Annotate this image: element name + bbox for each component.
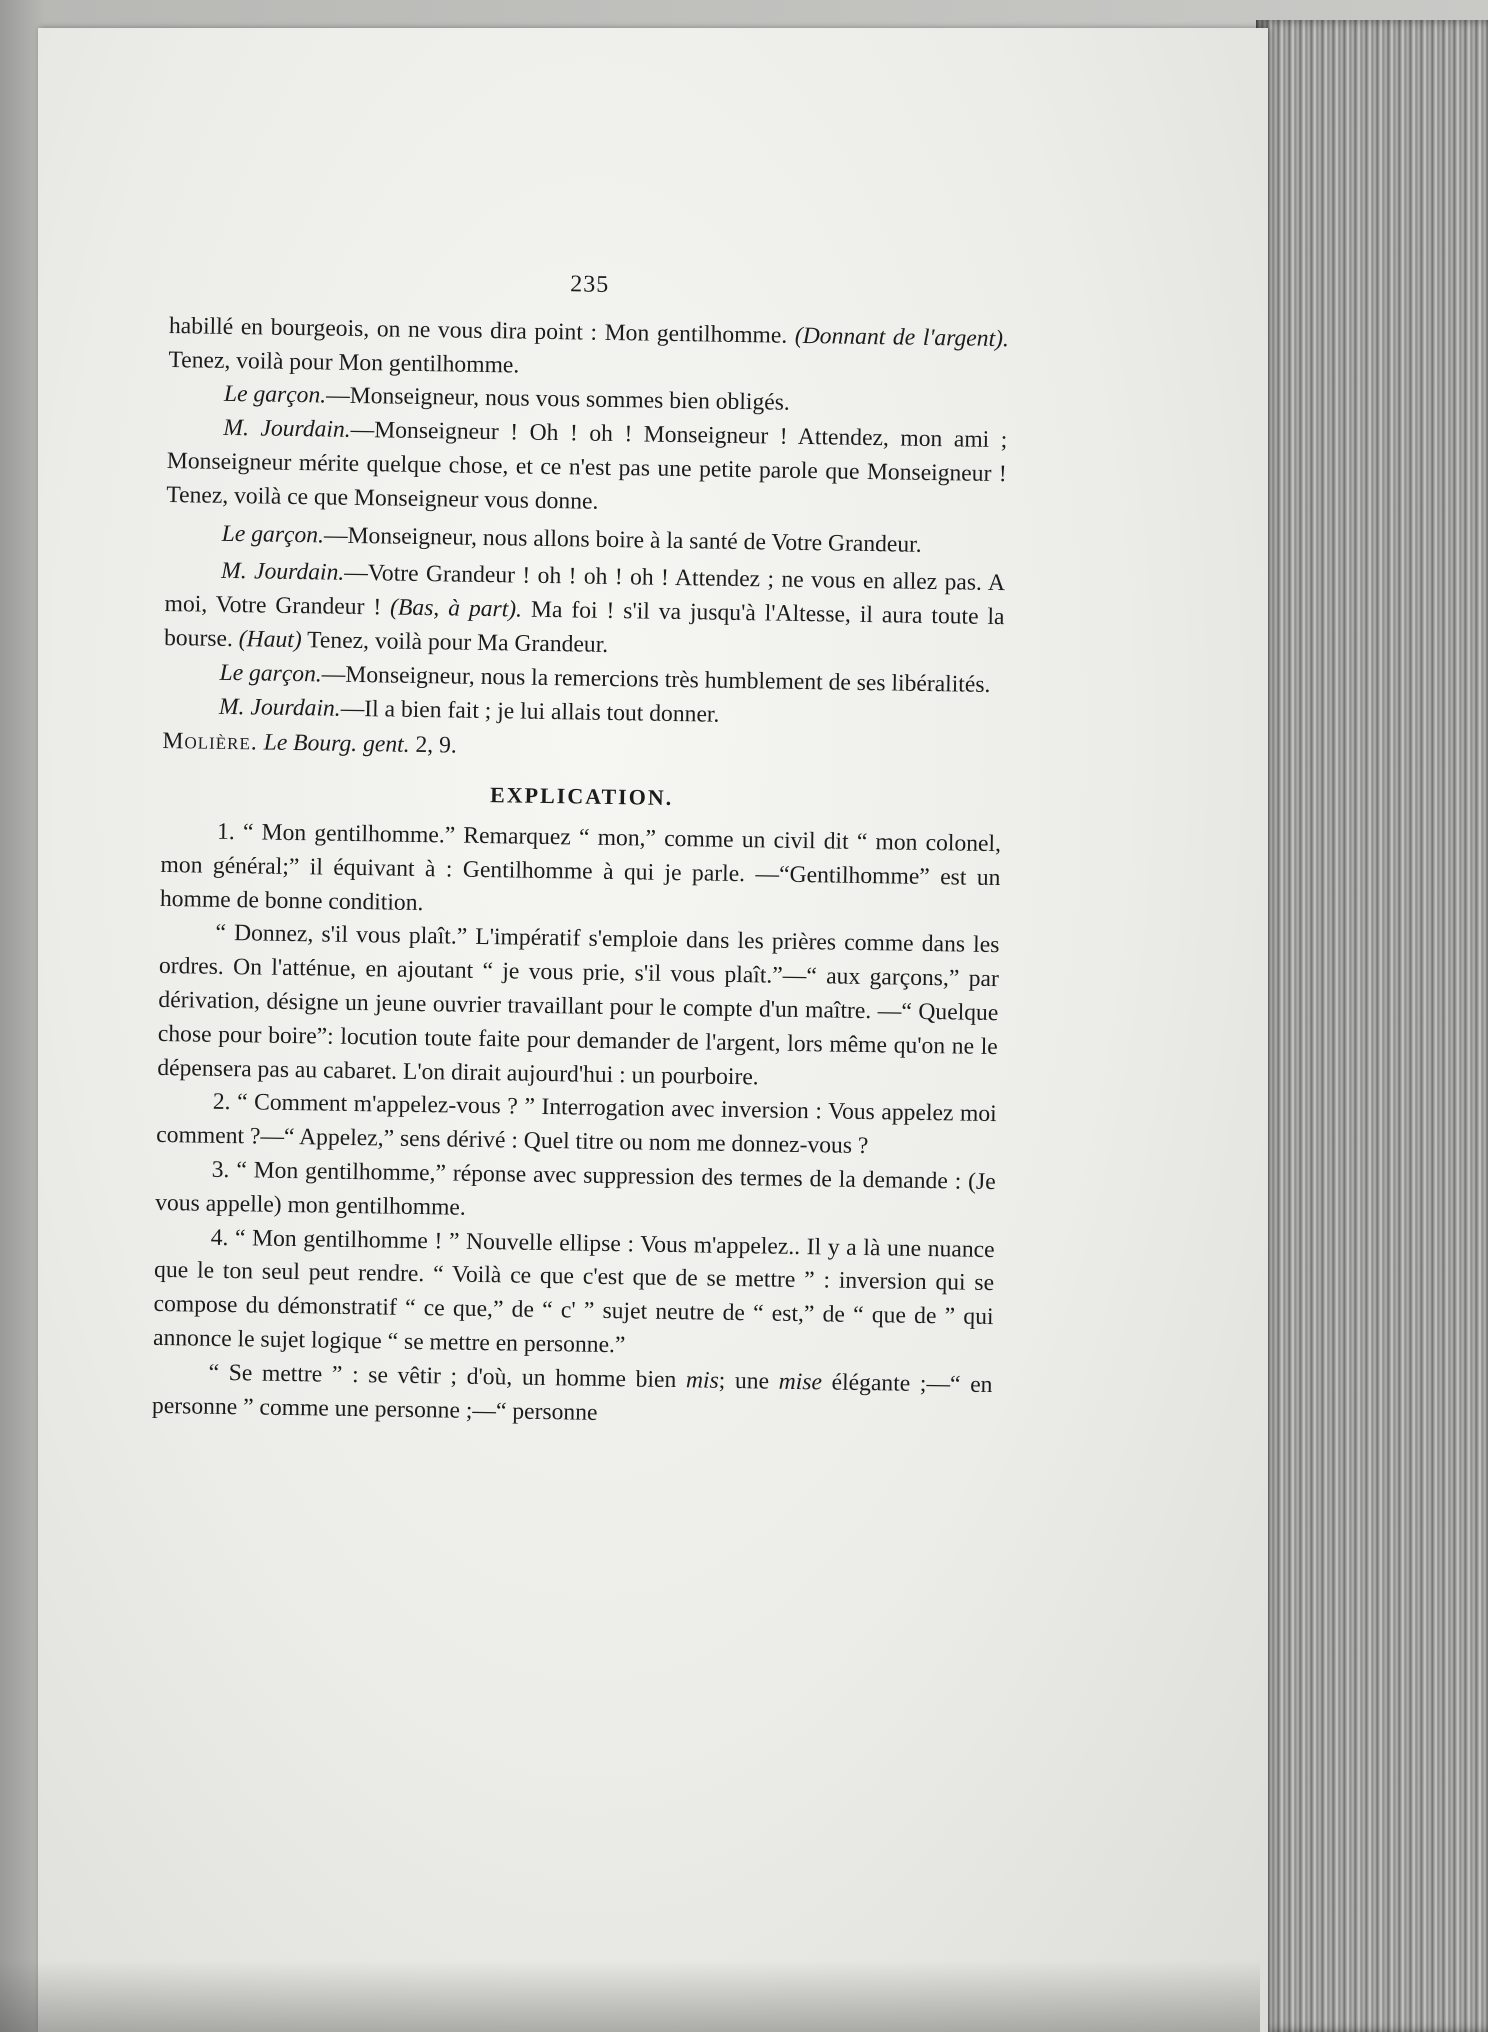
book-page-edges (1256, 20, 1488, 2032)
speaker-name: Le garçon. (219, 659, 322, 688)
section-heading: EXPLICATION. (489, 782, 674, 811)
dialogue-line (164, 554, 1005, 669)
explication-paragraph (152, 1356, 993, 1437)
explication-paragraph: 3. “ Mon gentilhomme,” réponse avec suppression des termes de la demande : (Je vous appelle) mon gentilhomme. (155, 1156, 996, 1221)
dialogue-line (166, 411, 1007, 526)
bottom-shadow (0, 1960, 1260, 2032)
speaker-name: Le garçon. (221, 520, 325, 549)
explication-text: “ Se mettre ” : se vêtir ; d'où, un homme bien (208, 1359, 687, 1393)
dialogue-text: habillé en bourgeois, on ne vous dira point : Mon gentilhomme. (168, 312, 796, 349)
dialogue-text: —Il a bien fait ; je lui allais tout donner. (340, 695, 720, 728)
author-name: Molière. (162, 728, 258, 756)
dialogue-text: Tenez, voilà pour Ma Grandeur. (301, 627, 609, 658)
speaker-name: M. Jourdain. (223, 415, 351, 444)
explication-text: élégante ;—“ en personne ” comme une personne ;—“ personne (151, 1369, 993, 1426)
speaker-name: Le garçon. (223, 381, 327, 409)
dialogue-text: —Monseigneur ! Oh ! oh ! Monseigneur ! Attendez, mon ami ; Monseigneur mérite quelque chose, et ce n'est pas une petite parole que Monseigneur ! Tenez, voilà ce que Monseigneur vous donne. (166, 417, 1008, 515)
stage-direction: (Haut) (238, 626, 302, 654)
dialogue-text: —Monseigneur, nous vous sommes bien obligés. (325, 382, 791, 417)
stage-direction: (Bas, à part). (389, 594, 523, 623)
explication-paragraph: 1. “ Mon gentilhomme.” Remarquez “ mon,” comme un civil dit “ mon colonel, mon général;” il équivant à : Gentilhomme à qui je parle. —“Gentilhomme” est un homme de bonne condition. (159, 818, 1002, 916)
work-reference: 2, 9. (409, 732, 457, 759)
emphasized-word: mis (685, 1366, 719, 1394)
explication-paragraph: 2. “ Comment m'appelez-vous ? ” Interrogation avec inversion : Vous appelez moi comment ?—“ Appelez,” sens dérivé : Quel titre ou nom me donnez-vous ? (156, 1089, 997, 1160)
speaker-name: M. Jourdain. (220, 558, 345, 587)
dialogue-text: Tenez, voilà pour Mon gentilhomme. (168, 346, 520, 379)
work-title: Le Bourg. gent. (263, 729, 410, 759)
emphasized-word: mise (778, 1368, 823, 1396)
page-text (152, 262, 1010, 1436)
stage-direction: (Donnant de l'argent). (794, 322, 1010, 352)
page-number: 235 (569, 271, 610, 298)
explication-paragraph: “ Donnez, s'il vous plaît.” L'impératif s'emploie dans les prières comme dans les ordres. On l'atténue, en ajoutant “ je vous prie, s'il vous plaît.”—“ aux garçons,” par dérivation, désigne un jeune ouvrier travaillant pour le compte d'un maître. —“ Quelque chose pour boire”: locution toute faite pour demander de l'argent, lors même qu'on ne le dépensera pas au cabaret. L'on dirait aujourd'hui : un pourboire. (157, 920, 1000, 1090)
explication-paragraph: 4. “ Mon gentilhomme ! ” Nouvelle ellipse : Vous m'appelez.. Il y a là une nuance que le ton seul peut rendre. “ Voilà ce que c'est que de se mettre ” : inversion qui se compose du démonstratif “ ce que,” de “ c' ” sujet neutre de “ est,” de “ que de ” qui annonce le sujet logique “ se mettre en personne.” (152, 1224, 995, 1359)
dialogue-text: Ma foi ! s'il va jusqu'à l'Altesse, il aura toute la bourse. (163, 596, 1005, 653)
explication-text: ; une (718, 1367, 779, 1395)
dialogue-text: —Votre Grandeur ! oh ! oh ! oh ! Attendez ; ne vous en allez pas. A moi, Votre Grandeur ! (164, 560, 1006, 621)
speaker-name: M. Jourdain. (218, 693, 341, 722)
dialogue-text: —Monseigneur, nous allons boire à la santé de Votre Grandeur. (323, 522, 922, 558)
dialogue-text: —Monseigneur, nous la remercions très humblement de ses libéralités. (321, 661, 991, 698)
